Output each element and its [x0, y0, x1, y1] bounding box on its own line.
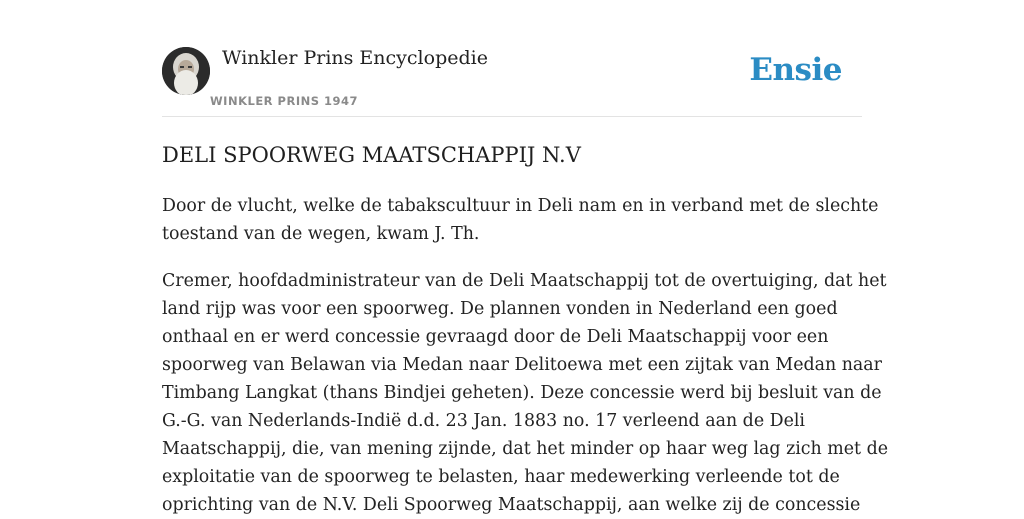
text-line: G.-G. van Nederlands-Indië d.d. 23 Jan. 1883 no. 17 verleend aan de Deli	[162, 411, 805, 431]
text-line: Timbang Langkat (thans Bindjei geheten). Deze concessie werd bij besluit van de	[162, 383, 882, 403]
article-paragraph-2	[162, 267, 888, 519]
text-line: land rijp was voor een spoorweg. De plannen vonden in Nederland een goed	[162, 299, 838, 319]
text-line: Maatschappij, die, van mening zijnde, dat het minder op haar weg lag zich met de	[162, 439, 888, 459]
source-title[interactable]: Winkler Prins Encyclopedie	[222, 47, 488, 69]
ensie-logo[interactable]: Ensie	[749, 52, 842, 88]
article-title: DELI SPOORWEG MAATSCHAPPIJ N.V	[162, 143, 581, 167]
article-paragraph-1	[162, 192, 879, 248]
text-line: oprichting van de N.V. Deli Spoorweg Maatschappij, aan welke zij de concessie	[162, 495, 861, 515]
author-avatar[interactable]	[162, 47, 210, 95]
header	[162, 0, 862, 117]
text-line: Door de vlucht, welke de tabakscultuur in Deli nam en in verband met de slechte	[162, 196, 879, 216]
text-line: Cremer, hoofdadministrateur van de Deli Maatschappij tot de overtuiging, dat het	[162, 271, 887, 291]
text-line: onthaal en er werd concessie gevraagd door de Deli Maatschappij voor een	[162, 327, 829, 347]
text-line: toestand van de wegen, kwam J. Th.	[162, 224, 480, 244]
text-line: spoorweg van Belawan via Medan naar Delitoewa met een zijtak van Medan naar	[162, 355, 882, 375]
page	[162, 0, 888, 515]
author-portrait-icon	[162, 47, 210, 95]
source-edition[interactable]: WINKLER PRINS 1947	[210, 94, 359, 108]
text-line: exploitatie van de spoorweg te belasten, haar medewerking verleende tot de	[162, 467, 840, 487]
